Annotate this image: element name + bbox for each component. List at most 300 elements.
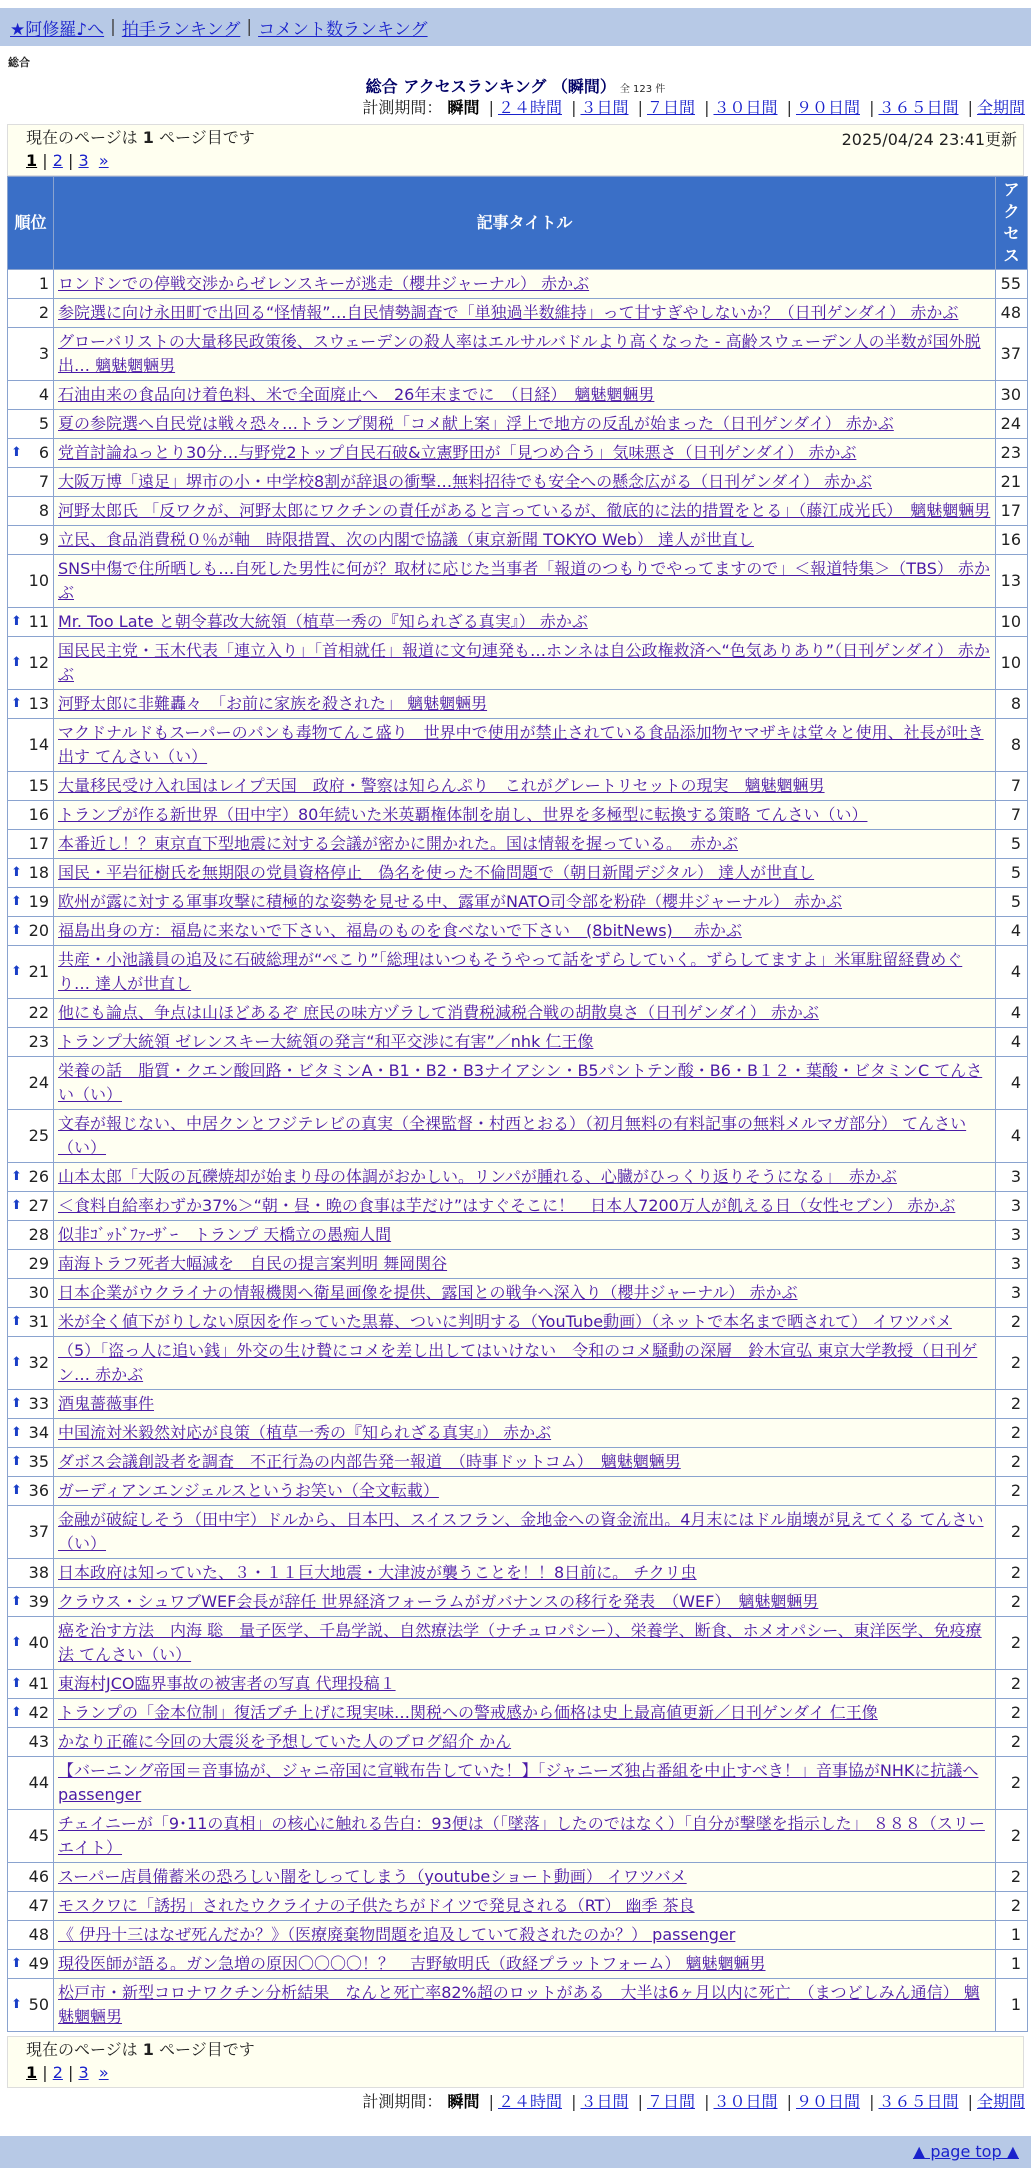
title-cell [54,1670,995,1698]
title-cell [54,1279,995,1307]
title-cell [54,999,995,1027]
pager-page-2[interactable]: 2 [52,151,63,170]
access-count: 1 [996,1979,1027,2031]
pager-page-3[interactable]: 3 [78,151,89,170]
title-cell [54,1863,995,1891]
period-7d-link[interactable]: ７日間 [646,98,695,117]
table-row [8,1477,1027,1505]
access-count: 5 [996,888,1027,916]
table-row [8,468,1027,496]
table-row [8,526,1027,554]
access-count: 2 [996,1390,1027,1418]
article-title-link[interactable]: ＜食料自給率わずか37%＞“朝・昼・晩の食事は芋だけ”はすぐそこに！ 日本人7200万人が飢える日（女性セブン） 赤かぶ [58,1196,956,1215]
article-title-link[interactable]: グローバリストの大量移民政策後、スウェーデンの殺人率はエルサルバドルより高くなった - 高齢スウェーデン人の半数が国外脱出… 魑魅魍魎男 [58,332,981,375]
rank-number: 24 [28,1073,49,1092]
title-cell [54,497,995,525]
table-row [8,270,1027,298]
rank-cell [8,719,53,771]
table-row [8,1390,1027,1418]
article-title-link[interactable]: 山本太郎「大阪の瓦礫焼却が始まり母の体調がおかしい。リンパが腫れる、心臓がひっくり返りそうになる」 赤かぶ [58,1167,897,1186]
access-count: 2 [996,1670,1027,1698]
period-30d-link[interactable]: ３０日間 [713,98,778,117]
article-title-link[interactable]: 他にも論点、争点は山ほどあるぞ 庶民の味方ヅラして消費税減税合戦の胡散臭さ（日刊ゲンダイ） 赤かぶ [58,1003,819,1022]
period-selector-bottom: 計測期間： 瞬間 | ２４時間 | ３日間 | ７日間 | ３０日間 | ９０日間 | ３６５日間 | 全期間 [362,2092,1025,2111]
table-row [8,1921,1027,1949]
table-row [8,1699,1027,1727]
title-cell [54,888,995,916]
article-title-link[interactable]: 現役医師が語る。ガン急増の原因〇〇〇〇！？ 吉野敏明氏（政経プラットフォーム） 魑魅魍魎男 [58,1954,766,1973]
title-cell [54,1110,995,1162]
page-info-bottom [7,2036,1024,2088]
pager-current-page: 1 [26,151,38,170]
rank-number: 38 [28,1563,49,1582]
access-count: 4 [996,999,1027,1027]
article-title-link[interactable]: 中国流対米毅然対応が良策（植草一秀の『知られざる真実』） 赤かぶ [58,1423,552,1442]
rank-cell [8,1810,53,1862]
access-count: 1 [996,1921,1027,1949]
article-title-link[interactable]: モスクワに「誘拐」されたウクライナの子供たちがドイツで発見される（RT） 幽季 茶良 [58,1896,695,1915]
article-title-link[interactable]: マクドナルドもスーパーのパンも毒物てんこ盛り 世界中で使用が禁止されている食品添加物ヤマザキは堂々と使用、社長が吐き出す てんさい（い） [58,723,984,766]
article-title-link[interactable]: 東海村JCO臨界事故の被害者の写真 代理投稿１ [58,1674,396,1693]
table-row [8,1221,1027,1249]
access-count: 21 [996,468,1027,496]
article-title-link[interactable]: 癌を治す方法 内海 聡 量子医学、千島学説、自然療法学（ナチュロパシー）、栄養学、断食、ホメオパシー、東洋医学、免疫療法 てんさい（い） [58,1621,982,1664]
title-cell [54,1192,995,1220]
rank-number: 15 [28,776,49,795]
access-count: 2 [996,1699,1027,1727]
title-cell [54,1419,995,1447]
up-arrow-icon: ⬆ [11,1169,22,1184]
period-7d-link[interactable]: ７日間 [646,2092,695,2111]
article-title-link[interactable]: 酒鬼薔薇事件 [58,1394,155,1413]
access-count: 8 [996,719,1027,771]
title-cell [54,690,995,718]
table-row [8,719,1027,771]
rank-number: 47 [28,1896,49,1915]
article-title-link[interactable]: かなり正確に今回の大震災を予想していた人のブログ紹介 かん [58,1732,512,1751]
clap-ranking-link[interactable]: 拍手ランキング [121,19,241,40]
access-count: 2 [996,1810,1027,1862]
up-arrow-icon: ⬆ [11,1483,22,1498]
up-arrow-icon: ⬆ [11,1355,22,1370]
access-count: 2 [996,1757,1027,1809]
table-header-row [8,177,1027,269]
access-count: 16 [996,526,1027,554]
access-count: 4 [996,1028,1027,1056]
title-cell [54,526,995,554]
up-arrow-icon: ⬆ [11,894,22,909]
period-30d-link[interactable]: ３０日間 [713,2092,778,2111]
rank-cell [8,1979,53,2031]
ranking-title: 総合 アクセスランキング （瞬間） [365,77,616,96]
title-cell [54,917,995,945]
rank-cell [8,999,53,1027]
table-row [8,299,1027,327]
access-count: 2 [996,1863,1027,1891]
period-3d-link[interactable]: ３日間 [580,98,629,117]
page-info-top [7,124,1024,176]
rank-number: 9 [38,530,49,549]
rank-number: 36 [28,1481,49,1500]
access-count: 2 [996,1588,1027,1616]
period-365d-link[interactable]: ３６５日間 [878,2092,959,2111]
table-row [8,1250,1027,1278]
rank-number: 25 [28,1126,49,1145]
article-title-link[interactable]: （5）「盗っ人に追い銭」外交の生け贄にコメを差し出してはいけない 令和のコメ騒動の深層 鈴木宣弘 東京大学教授（日刊ゲン… 赤かぶ [58,1341,978,1384]
article-title-link[interactable]: 河野太郎に非難轟々 「お前に家族を殺された」 魑魅魍魎男 [58,694,488,713]
up-arrow-icon: ⬆ [11,1676,22,1691]
access-count: 1 [996,1950,1027,1978]
title-cell [54,1448,995,1476]
rank-number: 34 [28,1423,49,1442]
access-count: 4 [996,917,1027,945]
up-arrow-icon: ⬆ [11,1705,22,1720]
current-page-text: 現在のページは 1 ページ目です [26,128,255,147]
table-row [8,1506,1027,1558]
pager-page-2[interactable]: 2 [52,2063,63,2082]
access-count: 3 [996,1163,1027,1191]
rank-number: 40 [28,1633,49,1652]
footer-bar [0,2136,1031,2168]
comment-ranking-link[interactable]: コメント数ランキング [258,19,428,40]
table-row [8,1810,1027,1862]
header-title: 記事タイトル [54,177,995,269]
period-90d-link[interactable]: ９０日間 [795,98,860,117]
rank-number: 2 [38,303,49,322]
title-cell [54,637,995,689]
table-row [8,1950,1027,1978]
table-row [8,1028,1027,1056]
article-title-link[interactable]: 日本企業がウクライナの情報機関へ衛星画像を提供、露国との戦争へ深入り（櫻井ジャーナル） 赤かぶ [58,1283,798,1302]
title-cell [54,270,995,298]
up-arrow-icon: ⬆ [11,1454,22,1469]
article-title-link[interactable]: 国民・平岩征樹氏を無期限の党員資格停止 偽名を使った不倫問題で（朝日新聞デジタル） 達人が世直し [58,863,815,882]
article-title-link[interactable]: トランプが作る新世界（田中宇）80年続いた米英覇権体制を崩し、世界を多極型に転換する策略 てんさい（い） [58,805,868,824]
rank-cell [8,328,53,380]
article-title-link[interactable]: 夏の参院選へ自民党は戦々恐々…トランプ関税「コメ献上案」浮上で地方の反乱が始まった（日刊ゲンダイ） 赤かぶ [58,414,894,433]
table-row [8,1279,1027,1307]
article-title-link[interactable]: 金融が破綻しそう（田中宇）ドルから、日本円、スイスフラン、金地金への資金流出。4月末にはドル崩壊が見えてくる てんさい（い） [58,1510,984,1553]
article-title-link[interactable]: 党首討論ねっとり30分…与野党2トップ自民石破&立憲野田が「見つめ合う」気味悪さ（日刊ゲンダイ） 赤かぶ [58,443,857,462]
rank-number: 17 [28,834,49,853]
title-cell [54,1950,995,1978]
rank-cell [8,381,53,409]
period-3d-link[interactable]: ３日間 [580,2092,629,2111]
up-arrow-icon: ⬆ [11,1396,22,1411]
rank-cell [8,1390,53,1418]
access-count: 5 [996,859,1027,887]
title-cell [54,1250,995,1278]
article-title-link[interactable]: 大阪万博「遠足」堺市の小・中学校8割が辞退の衝撃…無料招待でも安全への懸念広がる（日刊ゲンダイ） 赤かぶ [58,472,872,491]
category-label: 総合 [8,56,30,69]
article-title-link[interactable]: 福島出身の方：福島に来ないで下さい、福島のものを食べないで下さい (8bitNews) 赤かぶ [58,921,742,940]
article-title-link[interactable]: 日本政府は知っていた、３・１１巨大地震・大津波が襲うことを！！8日前に。 チクリ虫 [58,1563,697,1582]
rank-cell [8,830,53,858]
page-title [0,74,1031,96]
access-count: 37 [996,328,1027,380]
article-title-link[interactable]: 【バーニング帝国＝音事協が、ジャニ帝国に宣戦布告していた！】「ジャニーズ独占番組を中止すべき！」音事協がNHKに抗議へ passenger [58,1761,979,1804]
rank-number: 23 [28,1032,49,1051]
title-cell [54,555,995,607]
title-cell [54,1337,995,1389]
period-24h-link[interactable]: ２４時間 [497,2092,562,2111]
title-cell [54,608,995,636]
total-count: 全 123 件 [619,84,666,95]
rank-cell [8,1308,53,1336]
up-arrow-icon: ⬆ [11,655,22,670]
table-row [8,328,1027,380]
article-title-link[interactable]: 立民、食品消費税０％が軸 時限措置、次の内閣で協議（東京新聞 TOKYO Web） 達人が世直し [58,530,754,549]
table-row [8,1617,1027,1669]
rank-cell [8,1670,53,1698]
table-row [8,1419,1027,1447]
rank-cell [8,1279,53,1307]
rank-cell [8,270,53,298]
rank-number: 13 [28,694,49,713]
rank-cell [8,801,53,829]
rank-cell [8,497,53,525]
rank-number: 22 [28,1003,49,1022]
rank-number: 35 [28,1452,49,1471]
rank-number: 30 [28,1283,49,1302]
table-row [8,1110,1027,1162]
access-count: 4 [996,1110,1027,1162]
up-arrow-icon: ⬆ [11,696,22,711]
rank-cell [8,637,53,689]
rank-cell [8,1337,53,1389]
rank-number: 46 [28,1867,49,1886]
page-top-link[interactable]: ▲ page top ▲ [912,2142,1019,2161]
article-title-link[interactable]: 文春が報じない、中居クンとフジテレビの真実（全裸監督・村西とおる）（初月無料の有料記事の無料メルマガ部分） てんさい（い） [58,1114,967,1157]
header-rank: 順位 [8,177,53,269]
table-row [8,917,1027,945]
rank-cell [8,859,53,887]
rank-number: 49 [28,1954,49,1973]
pager-top: 1 | 2 | 3 » [26,151,109,170]
access-count: 3 [996,1192,1027,1220]
table-row [8,999,1027,1027]
table-row [8,1588,1027,1616]
table-row [8,381,1027,409]
article-title-link[interactable]: 国民民主党・玉木代表「連立入り」「首相就任」報道に文句連発も…ホンネは自公政権救済へ“色気ありあり”（日刊ゲンダイ） 赤かぶ [58,641,990,684]
access-count: 2 [996,1477,1027,1505]
rank-cell [8,1057,53,1109]
article-title-link[interactable]: 共産・小池議員の追及に石破総理が“ぺこり”「総理はいつもそうやって話をずらしていく。ずらしてますよ」米軍駐留経費めぐり… 達人が世直し [58,950,963,993]
article-title-link[interactable]: 河野太郎氏 「反ワクが、河野太郎にワクチンの責任があると言っているが、徹底的に法的措置をとる」（藤江成光氏） 魑魅魍魎男 [58,501,991,520]
period-24h-link[interactable]: ２４時間 [497,98,562,117]
rank-cell [8,1892,53,1920]
title-cell [54,1308,995,1336]
access-count: 2 [996,1559,1027,1587]
table-row [8,1559,1027,1587]
title-cell [54,801,995,829]
period-all-link[interactable]: 全期間 [976,2092,1025,2111]
rank-number: 8 [38,501,49,520]
rank-number: 3 [38,344,49,363]
rank-number: 43 [28,1732,49,1751]
access-count: 2 [996,1728,1027,1756]
table-row [8,946,1027,998]
rank-cell [8,1757,53,1809]
title-cell [54,1163,995,1191]
table-row [8,1979,1027,2031]
rank-number: 29 [28,1254,49,1273]
article-title-link[interactable]: 南海トラフ死者大幅減を 自民の提言案判明 舞岡関谷 [58,1254,448,1273]
table-row [8,439,1027,467]
rank-cell [8,1163,53,1191]
article-title-link[interactable]: 米が全く値下がりしない原因を作っていた黒幕、ついに判明する（YouTube動画）（ネットで本名まで晒されて） イワツバメ [58,1312,952,1331]
rank-cell [8,1559,53,1587]
home-link[interactable]: ★阿修羅♪へ [10,19,105,40]
article-title-link[interactable]: クラウス・シュワブWEF会長が辞任 世界経済フォーラムがガバナンスの移行を発表 （WEF） 魑魅魍魎男 [58,1592,819,1611]
article-title-link[interactable]: チェイニーが「9･11の真相」の核心に触れる告白：93便は（「墜落」したのではなく）「自分が撃墜を指示した」 ８８８（スリーエイト） [58,1814,985,1857]
table-row [8,1337,1027,1389]
nav-separator: | [246,17,253,37]
access-count: 3 [996,1279,1027,1307]
access-count: 2 [996,1419,1027,1447]
rank-cell [8,526,53,554]
title-cell [54,1757,995,1809]
rank-cell [8,1477,53,1505]
rank-number: 27 [28,1196,49,1215]
article-title-link[interactable]: SNS中傷で住所晒しも…自死した男性に何が？取材に応じた当事者「報道のつもりでやってますので」＜報道特集＞（TBS） 赤かぶ [58,559,990,602]
article-title-link[interactable]: 欧州が露に対する軍事攻撃に積極的な姿勢を見せる中、露軍がNATO司令部を粉砕（櫻井ジャーナル） 赤かぶ [58,892,843,911]
article-title-link[interactable]: 栄養の話 脂質・クエン酸回路・ビタミンA・B1・B2・B3ナイアシン・B5パントテン酸・B6・B１２・葉酸・ビタミンC てんさい（い） [58,1061,983,1104]
article-title-link[interactable]: ガーディアンエンジェルスというお笑い（全文転載） [58,1481,439,1500]
rank-number: 20 [28,921,49,940]
access-count: 2 [996,1337,1027,1389]
rank-cell [8,690,53,718]
period-label: 計測期間： [362,98,443,117]
access-count: 8 [996,690,1027,718]
table-row [8,608,1027,636]
rank-number: 42 [28,1703,49,1722]
article-title-link[interactable]: 本番近し！？東京直下型地震に対する会議が密かに開かれた。国は情報を握っている。 赤かぶ [58,834,739,853]
title-cell [54,772,995,800]
rank-cell [8,946,53,998]
current-page-text: 現在のページは 1 ページ目です [26,2040,255,2059]
rank-number: 21 [28,962,49,981]
article-title-link[interactable]: 松戸市・新型コロナワクチン分析結果 なんと死亡率82%超のロットがある 大半は6ヶ月以内に死亡 （まつどしみん通信） 魑魅魍魎男 [58,1983,980,2026]
period-selector-top: 計測期間： 瞬間 | ２４時間 | ３日間 | ７日間 | ３０日間 | ９０日間 | ３６５日間 | 全期間 [362,98,1025,117]
article-title-link[interactable]: トランプの「金本位制」復活ブチ上げに現実味…関税への警戒感から価格は史上最高値更新／日刊ゲンダイ 仁王像 [58,1703,878,1722]
table-row [8,772,1027,800]
rank-cell [8,439,53,467]
rank-number: 33 [28,1394,49,1413]
rank-number: 44 [28,1773,49,1792]
title-cell [54,1979,995,2031]
rank-number: 11 [28,612,49,631]
article-title-link[interactable]: 大量移民受け入れ国はレイプ天国 政府・警察は知らんぷり これがグレートリセットの現実 魑魅魍魎男 [58,776,825,795]
table-row [8,830,1027,858]
title-cell [54,439,995,467]
rank-number: 1 [38,274,49,293]
up-arrow-icon: ⬆ [11,1956,22,1971]
rank-number: 12 [28,653,49,672]
updated-timestamp: 2025/04/24 23:41更新 [841,130,1017,149]
table-row [8,1163,1027,1191]
title-cell [54,1057,995,1109]
rank-cell [8,1250,53,1278]
title-cell [54,1390,995,1418]
rank-number: 50 [28,1995,49,2014]
article-title-link[interactable]: 似非ｺﾞｯﾄﾞﾌｧｰｻﾞｰ トランプ 天橋立の愚痴人間 [58,1225,392,1244]
title-cell [54,1728,995,1756]
up-arrow-icon: ⬆ [11,1425,22,1440]
access-count: 4 [996,1057,1027,1109]
article-title-link[interactable]: 《 伊丹十三はなぜ死んだか？》（医療廃棄物問題を追及していて殺されたのか？） passenger [58,1925,736,1944]
title-cell [54,1221,995,1249]
period-90d-link[interactable]: ９０日間 [795,2092,860,2111]
period-current: 瞬間 [447,98,480,117]
access-count: 10 [996,608,1027,636]
table-row [8,1670,1027,1698]
title-cell [54,1506,995,1558]
title-cell [54,299,995,327]
access-count: 48 [996,299,1027,327]
title-cell [54,1699,995,1727]
access-count: 2 [996,1448,1027,1476]
title-cell [54,468,995,496]
up-arrow-icon: ⬆ [11,614,22,629]
access-count: 30 [996,381,1027,409]
access-count: 17 [996,497,1027,525]
access-count: 4 [996,946,1027,998]
rank-cell [8,1110,53,1162]
table-row [8,859,1027,887]
period-all-link[interactable]: 全期間 [976,98,1025,117]
pager-next[interactable]: » [98,2063,109,2082]
period-365d-link[interactable]: ３６５日間 [878,98,959,117]
title-cell [54,410,995,438]
pager-next[interactable]: » [98,151,109,170]
article-title-link[interactable]: スーパー店員備蓄米の恐ろしい闇をしってしまう（youtubeショート動画） イワツバメ [58,1867,687,1886]
article-title-link[interactable]: トランプ大統領 ゼレンスキー大統領の発言“和平交渉に有害”／nhk 仁王像 [58,1032,594,1051]
article-title-link[interactable]: ダボス会議創設者を調査 不正行為の内部告発一報道 （時事ドットコム） 魑魅魍魎男 [58,1452,681,1471]
rank-number: 19 [28,892,49,911]
article-title-link[interactable]: ロンドンでの停戦交渉からゼレンスキーが逃走（櫻井ジャーナル） 赤かぶ [58,274,590,293]
article-title-link[interactable]: 参院選に向け永田町で出回る“怪情報”…自民情勢調査で「単独過半数維持」って甘すぎやしないか？（日刊ゲンダイ） 赤かぶ [58,303,959,322]
rank-cell [8,468,53,496]
rank-number: 28 [28,1225,49,1244]
title-cell [54,719,995,771]
table-row [8,1057,1027,1109]
access-count: 13 [996,555,1027,607]
rank-cell [8,555,53,607]
rank-number: 26 [28,1167,49,1186]
pager-page-3[interactable]: 3 [78,2063,89,2082]
table-row [8,1757,1027,1809]
article-title-link[interactable]: Mr. Too Late と朝令暮改大統領（植草一秀の『知られざる真実』） 赤かぶ [58,612,588,631]
rank-cell [8,1506,53,1558]
rank-number: 45 [28,1826,49,1845]
rank-number: 37 [28,1522,49,1541]
nav-separator: | [110,17,116,37]
article-title-link[interactable]: 石油由来の食品向け着色料、米で全面廃止へ 26年末までに （日経） 魑魅魍魎男 [58,385,655,404]
rank-cell [8,1699,53,1727]
rank-number: 14 [28,735,49,754]
rank-cell [8,917,53,945]
access-count: 3 [996,1250,1027,1278]
table-row [8,690,1027,718]
title-cell [54,1588,995,1616]
title-cell [54,1559,995,1587]
title-cell [54,1892,995,1920]
rank-cell [8,1221,53,1249]
rank-cell [8,1863,53,1891]
rank-number: 6 [38,443,49,462]
rank-cell [8,1921,53,1949]
